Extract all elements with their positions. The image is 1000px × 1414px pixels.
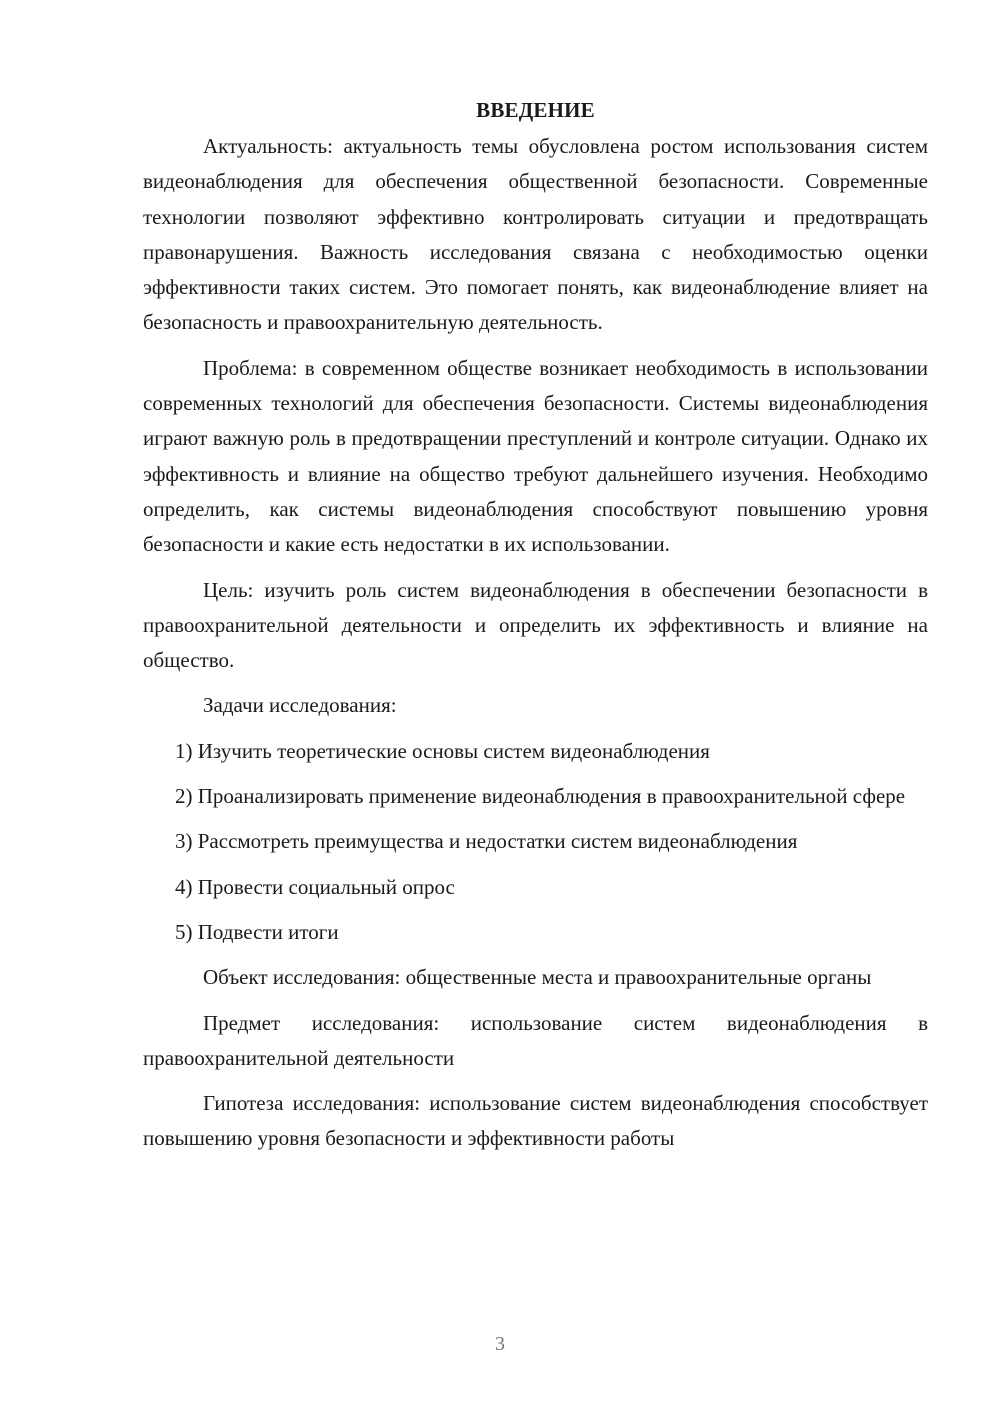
subject-paragraph: Предмет исследования: использование систем видеонаблюдения в правоохранительной деятельности xyxy=(143,1010,928,1070)
object-paragraph: Объект исследования: общественные места и правоохранительные органы xyxy=(203,965,872,990)
document-page xyxy=(143,95,928,1167)
task-item-3: 3) Рассмотреть преимущества и недостатки систем видеонаблюдения xyxy=(175,829,798,854)
task-item-4: 4) Провести социальный опрос xyxy=(175,874,455,899)
task-item-5: 5) Подвести итоги xyxy=(175,919,339,944)
problem-paragraph: Проблема: в современном обществе возникает необходимость в использовании современных технологий для обеспечения безопасности. Системы видеонаблюдения играют важную роль в предотвращении преступлений и контроле ситуации. Однако их эффективность и влияние на общество требуют дальнейшего изучения. Необходимо определить, как системы видеонаблюдения способствуют повышению уровня безопасности и какие есть недостатки в их использовании. xyxy=(143,355,928,557)
goal-paragraph: Цель: изучить роль систем видеонаблюдения в обеспечении безопасности в правоохранительной деятельности и определить их эффективность и влияние на общество. xyxy=(143,577,928,673)
task-item-2: 2) Проанализировать применение видеонаблюдения в правоохранительной сфере xyxy=(175,784,906,809)
tasks-heading: Задачи исследования: xyxy=(203,693,397,718)
task-item-1: 1) Изучить теоретические основы систем видеонаблюдения xyxy=(175,738,710,763)
relevance-paragraph: Актуальность: актуальность темы обусловлена ростом использования систем видеонаблюдения для обеспечения общественной безопасности. Современные технологии позволяют эффективно контролировать ситуации и предотвращать правонарушения. Важность исследования связана с необходимостью оценки эффективности таких систем. Это помогает понять, как видеонаблюдение влияет на безопасность и правоохранительную деятельность. xyxy=(143,134,928,335)
page-number: 3 xyxy=(495,1333,505,1355)
hypothesis-paragraph: Гипотеза исследования: использование систем видеонаблюдения способствует повышению уровня безопасности и эффективности работы xyxy=(143,1091,928,1151)
page-title: ВВЕДЕНИЕ xyxy=(476,98,595,122)
